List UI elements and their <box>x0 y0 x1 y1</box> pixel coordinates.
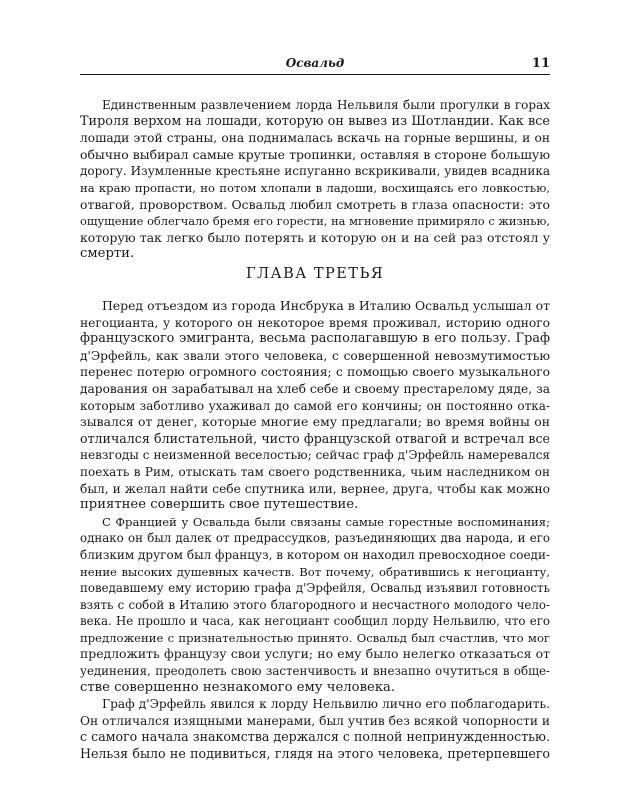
text-line: Граф д'Эрфейль явился к лорду Нельвилю лично его поблагодарить. <box>102 697 550 712</box>
text-line: которую так легко было потерять и которую он и на сей раз отстоял у <box>80 229 550 245</box>
text-line: предложить французу свои услуги; но ему было нелегко отказаться от <box>80 646 550 662</box>
text-line: которым заботливо ухаживал до самой его кончины; он постоянно отка- <box>80 398 550 413</box>
chapter-body <box>80 298 550 763</box>
text-line: стве совершенно незнакомого ему человека. <box>80 679 396 695</box>
chapter-title: ГЛАВА ТРЕТЬЯ <box>245 266 385 282</box>
text-line: близким другом был француз, в котором он находил превосходное соеди- <box>80 547 550 562</box>
text-line: века. Не прошло и часа, как негоциант сообщил лорду Нельвилю, что его <box>80 614 550 629</box>
text-line: лошади этой страны, она поднималась вскачь на горные вершины, и он <box>80 131 550 146</box>
text-line: ощущение облегчало бремя его горести, на мгновение примиряло с жизнью, <box>80 214 550 229</box>
text-line: отличался блистательной, чисто французской отвагой и встречал все <box>80 430 550 446</box>
text-line: Тироля верхом на лошади, которую он вывез из Шотландии. Как все <box>80 113 550 129</box>
paragraph-1-block <box>80 97 550 263</box>
text-line: Он отличался изящными манерами, был учтив без всякой чопорности и <box>80 713 550 728</box>
text-line: поведавшему ему историю графа д'Эрфейля, Освальд изъявил готовность <box>80 581 550 596</box>
page-number: 11 <box>531 56 550 71</box>
text-line: взять с собой в Италию этого благородного и несчастного молодого чело- <box>80 597 550 612</box>
text-line: д'Эрфейль, как звали этого человека, с совершенной невозмутимостью <box>80 348 550 363</box>
text-line: поехать в Рим, отыскать там своего родственника, чьим наследником он <box>80 464 550 479</box>
text-line: отвагой, проворством. Освальд любил смотреть в глаза опасности: это <box>80 196 550 212</box>
text-line: уединения, преодолеть свою застенчивость и внезапно очутиться в обще- <box>80 664 550 679</box>
text-line: зывался от денег, которые многие ему предлагали; во время войны он <box>80 414 550 430</box>
text-line: Нельзя было не подивиться, глядя на этого человека, претерпевшего <box>80 746 550 762</box>
paragraph-3 <box>80 514 550 697</box>
text-line: Единственным развлечением лорда Нельвиля были прогулки в горах <box>102 98 550 112</box>
page-header <box>80 56 550 76</box>
text-line: невзгоды с неизменной веселостью; сейчас граф д'Эрфейль намеревался <box>80 448 550 463</box>
text-line: негоцианта, у которого он некоторое время проживал, историю одного <box>80 315 550 330</box>
text-line: дарования он зарабатывал на хлеб себе и своему престарелому дяде, за <box>80 381 550 396</box>
running-title: Освальд <box>285 56 345 70</box>
paragraph-1 <box>80 97 550 263</box>
text-line: дорогу. Изумленные крестьяне испуганно вскрикивали, увидев всадника <box>80 164 550 179</box>
header-rule <box>80 74 550 75</box>
text-line: перенес потерю огромного состояния; с помощью своего музыкального <box>80 365 550 380</box>
text-line: на краю пропасти, но потом хлопали в ладоши, восхищаясь его ловкостью, <box>80 180 550 195</box>
text-line: приятнее совершить свое путешествие. <box>80 497 359 513</box>
text-line: смерти. <box>80 246 135 262</box>
text-line: с самого начала знакомства держался с полной непринужденностью. <box>80 729 550 745</box>
paragraph-4 <box>80 696 550 762</box>
text-line: французского эмигранта, весьма располагавшую в его пользу. Граф <box>80 331 550 347</box>
text-line: обычно выбирал самые крутые тропинки, оставляя в стороне большую <box>80 146 550 162</box>
text-line: С Францией у Освальда были связаны самые горестные воспоминания; <box>102 514 550 529</box>
text-line: Перед отъездом из города Инсбрука в Италию Освальд услышал от <box>102 298 550 313</box>
text-line: нение высоких душевных качеств. Вот почему, обратившись к негоцианту, <box>80 564 550 579</box>
text-line: был, и желал найти себе спутника или, вернее, друга, чтобы как можно <box>80 481 550 496</box>
text-line: однако он был далек от предрассудков, разъединяющих два народа, и его <box>80 531 550 546</box>
text-line: предложение с признательностью принято. Освальд был счастлив, что мог <box>80 630 550 645</box>
paragraph-2 <box>80 298 550 514</box>
